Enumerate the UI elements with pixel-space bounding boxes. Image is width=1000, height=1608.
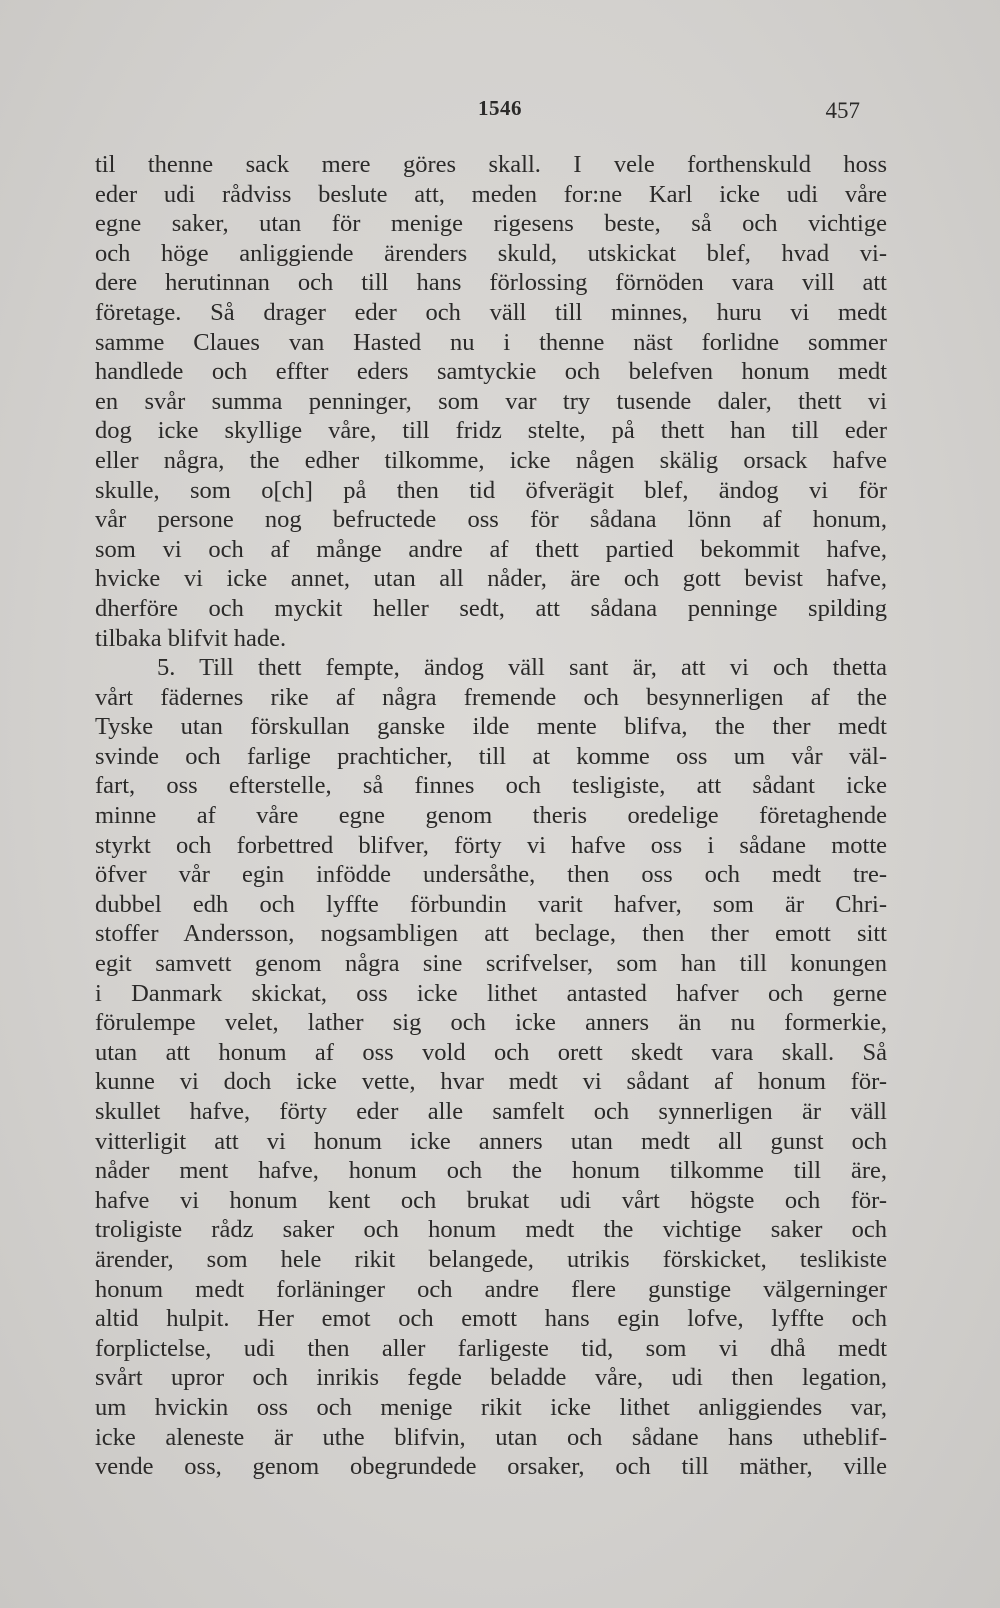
- text-line: vårt fädernes rike af några fremende och besynnerligen af the: [95, 683, 887, 711]
- text-line: forplictelse, udi then aller farligeste tid, som vi dhå medt: [95, 1334, 887, 1362]
- text-line: förulempe velet, lather sig och icke anners än nu formerkie,: [95, 1009, 887, 1037]
- year-heading: 1546: [478, 96, 522, 120]
- text-line: egne saker, utan för menige rigesens beste, så och vichtige: [95, 210, 887, 238]
- text-line: utan att honum af oss vold och orett skedt vara skall. Så: [95, 1038, 887, 1066]
- text-line: vitterligit att vi honum icke anners utan medt all gunst och: [95, 1127, 887, 1155]
- text-line: til thenne sack mere göres skall. I vele forthenskuld hoss: [95, 151, 887, 178]
- text-line: svinde och farlige prachticher, till at komme oss um vår väl-: [95, 742, 887, 770]
- text-line: kunne vi doch icke vette, hvar medt vi sådant af honum för-: [95, 1068, 887, 1096]
- text-line: nåder ment hafve, honum och the honum tilkomme till äre,: [95, 1157, 887, 1185]
- paragraph-start-line: 5. Till thett fempte, ändog väll sant är, att vi och thetta: [157, 654, 887, 682]
- text-line: en svår summa penninger, som var try tusende daler, thett vi: [95, 387, 887, 415]
- text-line: som vi och af månge andre af thett partied bekommit hafve,: [95, 535, 887, 563]
- page-number: 457: [825, 98, 860, 123]
- text-line: hvicke vi icke annet, utan all nåder, äre och gott bevist hafve,: [95, 565, 887, 593]
- text-line: dere herutinnan och till hans förlossing förnöden vara vill att: [95, 269, 887, 297]
- text-line: eder udi rådviss beslute att, meden for:ne Karl icke udi våre: [95, 180, 887, 208]
- text-line: fart, oss efterstelle, så finnes och tesligiste, att sådant icke: [95, 772, 887, 800]
- text-line: ärender, som hele rikit belangede, utrikis förskicket, teslikiste: [95, 1245, 887, 1273]
- text-line: altid hulpit. Her emot och emott hans egin lofve, lyffte och: [95, 1305, 887, 1333]
- text-line: öfver vår egin infödde undersåthe, then oss och medt tre-: [95, 861, 887, 889]
- text-line: i Danmark skickat, oss icke lithet antasted hafver och gerne: [95, 979, 887, 1007]
- text-line: vår persone nog befructede oss för sådana lönn af honum,: [95, 506, 887, 534]
- text-line: egit samvett genom några sine scrifvelser, som han till konungen: [95, 950, 887, 978]
- text-line: hafve vi honum kent och brukat udi vårt högste och för-: [95, 1186, 887, 1214]
- text-line: minne af våre egne genom theris oredelige företaghende: [95, 802, 887, 830]
- body-text: [95, 150, 887, 1482]
- text-line: stoffer Andersson, nogsambligen att beclage, then ther emott sitt: [95, 920, 887, 948]
- text-line: honum medt forläninger och andre flere gunstige välgerninger: [95, 1275, 887, 1303]
- text-line: dherföre och myckit heller sedt, att sådana penninge spilding: [95, 594, 887, 622]
- text-line: vende oss, genom obegrundede orsaker, och till mäther, ville: [95, 1453, 887, 1481]
- text-line: um hvickin oss och menige rikit icke lithet anliggiendes var,: [95, 1393, 887, 1421]
- text-line: Tyske utan förskullan ganske ilde mente blifva, the ther medt: [95, 713, 887, 741]
- paragraph-end-line: tilbaka blifvit hade.: [95, 624, 287, 652]
- text-line: skullet hafve, förty eder alle samfelt och synnerligen är väll: [95, 1098, 887, 1125]
- text-line: styrkt och forbettred blifver, förty vi hafve oss i sådane motte: [95, 831, 887, 859]
- text-line: dog icke skyllige våre, till fridz stelte, på thett han till eder: [95, 417, 887, 445]
- text-line: svårt upror och inrikis fegde beladde våre, udi then legation,: [95, 1364, 887, 1392]
- text-line: troligiste rådz saker och honum medt the vichtige saker och: [95, 1216, 887, 1244]
- text-line: icke aleneste är uthe blifvin, utan och sådane hans utheblif-: [95, 1423, 887, 1451]
- text-line: eller några, the edher tilkomme, icke någen skälig orsack hafve: [95, 446, 887, 474]
- text-line: samme Claues van Hasted nu i thenne näst forlidne sommer: [95, 328, 887, 356]
- text-line: företage. Så drager eder och väll till minnes, huru vi medt: [95, 298, 887, 326]
- text-line: och höge anliggiende ärenders skuld, utskickat blef, hvad vi-: [95, 239, 887, 267]
- text-line: skulle, som o[ch] på then tid öfverägit blef, ändog vi för: [95, 476, 887, 504]
- text-line: handlede och effter eders samtyckie och belefven honum medt: [95, 358, 887, 386]
- text-line: dubbel edh och lyffte förbundin varit hafver, som är Chri-: [95, 890, 887, 918]
